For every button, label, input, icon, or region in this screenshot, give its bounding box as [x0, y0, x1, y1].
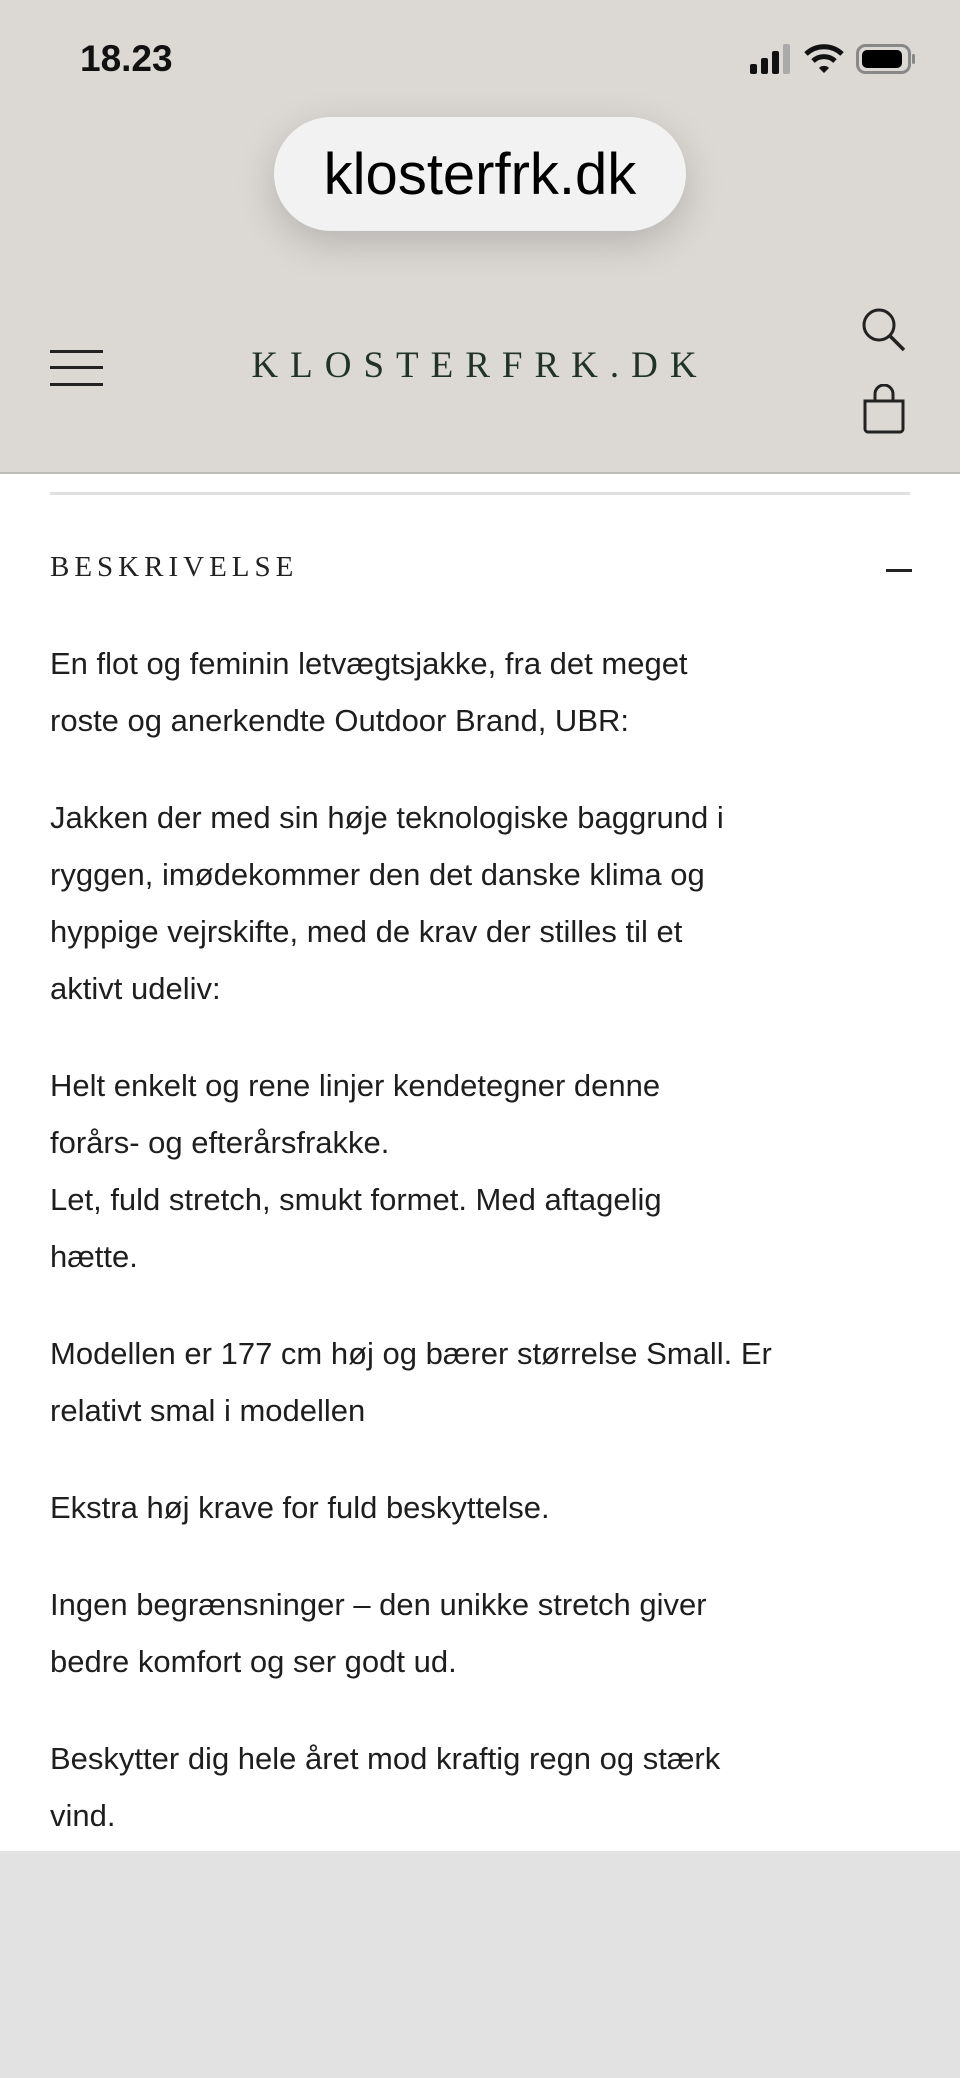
text-line: En flot og feminin letvægtsjakke, fra det meget [50, 646, 688, 681]
paragraph [50, 635, 930, 749]
product-description [0, 474, 960, 1851]
text-line: Ingen begrænsninger – den unikke stretch giver [50, 1587, 707, 1622]
text-line: hætte. [50, 1239, 138, 1274]
menu-icon[interactable] [50, 350, 103, 386]
divider [50, 492, 910, 495]
url-bar[interactable]: klosterfrk.dk [274, 117, 686, 231]
text-line: Modellen er 177 cm høj og bærer størrelse Small. Er [50, 1336, 772, 1371]
wifi-icon [804, 44, 844, 74]
text-line: hyppige vejrskifte, med de krav der stilles til et [50, 914, 683, 949]
site-logo[interactable]: KLOSTERFRK.DK [251, 345, 709, 386]
description-text [50, 635, 930, 1884]
section-title[interactable]: BESKRIVELSE [50, 551, 299, 583]
text-line: aktivt udeliv: [50, 971, 221, 1006]
paragraph [50, 1057, 930, 1285]
paragraph [50, 789, 930, 1017]
paragraph [50, 1730, 930, 1844]
paragraph [50, 1325, 930, 1439]
status-time: 18.23 [80, 38, 173, 79]
text-line: Beskytter dig hele året mod kraftig regn og stærk [50, 1741, 721, 1776]
signal-icon [750, 44, 792, 74]
paragraph [50, 1576, 930, 1690]
battery-icon [856, 44, 916, 74]
collapse-icon[interactable] [886, 569, 912, 572]
text-line: forårs- og efterårsfrakke. [50, 1125, 390, 1160]
text-line: ryggen, imødekommer den det danske klima og [50, 857, 705, 892]
status-icons [750, 44, 916, 74]
text-line: Jakken der med sin høje teknologiske baggrund i [50, 800, 724, 835]
bag-icon[interactable] [860, 384, 908, 434]
text-line: roste og anerkendte Outdoor Brand, UBR: [50, 703, 629, 738]
text-line: relativt smal i modellen [50, 1393, 366, 1428]
text-line: bedre komfort og ser godt ud. [50, 1644, 457, 1679]
text-line: vind. [50, 1798, 116, 1833]
search-icon[interactable] [860, 306, 908, 352]
paragraph [50, 1479, 930, 1536]
text-line: Ekstra høj krave for fuld beskyttelse. [50, 1490, 550, 1525]
browser-header [0, 0, 960, 474]
text-line: Let, fuld stretch, smukt formet. Med aftagelig [50, 1182, 662, 1217]
text-line: Helt enkelt og rene linjer kendetegner denne [50, 1068, 661, 1103]
